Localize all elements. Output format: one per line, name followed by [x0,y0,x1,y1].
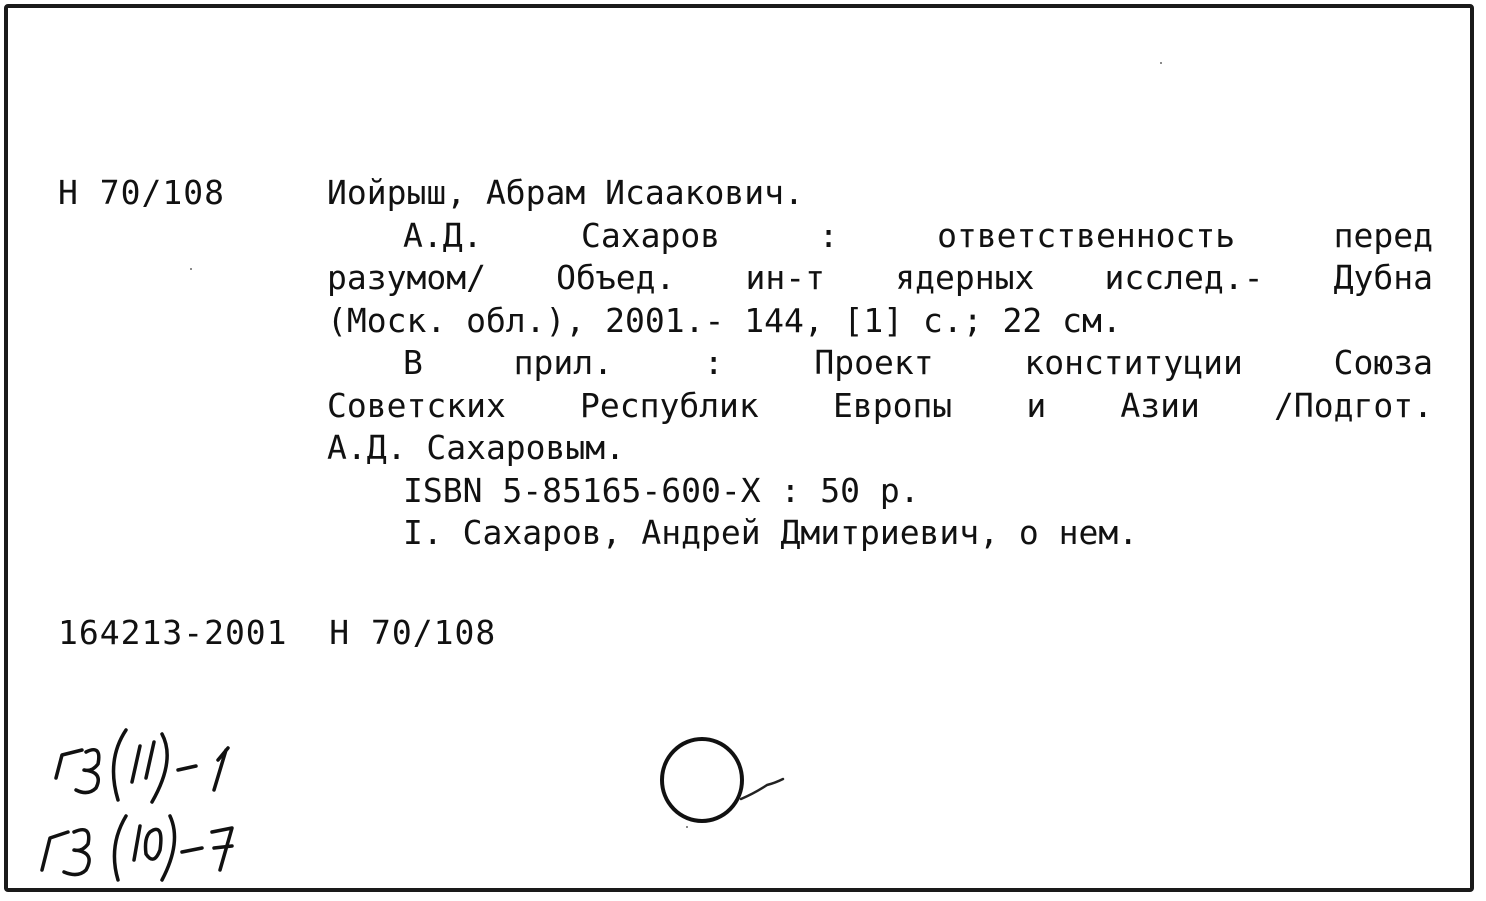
catalog-entry [327,172,1433,555]
scan-speck [190,268,192,270]
note-line-3: А.Д. Сахаровым. [327,428,626,467]
note-line-2: Советских Республик Европы и Азии /Подгот. [327,385,1433,425]
stamp-circle [655,735,795,825]
scan-speck [686,826,688,828]
title-line-2: разумом/ Объед. ин-т ядерных исслед.- Дубна [327,258,1433,297]
accession-number: 164213-2001 Н 70/108 [58,613,497,652]
isbn-line: ISBN 5-85165-600-X : 50 р. [403,470,920,510]
scan-speck [1160,62,1162,64]
shelfmark: Н 70/108 [58,173,225,212]
author-heading: Иойрыш, Абрам Исаакович. [327,173,804,212]
subject-line: I. Сахаров, Андрей Дмитриевич, о нем. [403,513,1139,552]
handwritten-notes [36,720,296,890]
title-line-3: (Моск. обл.), 2001.- 144, [1] с.; 22 см. [327,300,1122,340]
note-line-1: В прил. : Проект конституции Союза [403,343,1433,382]
title-line-1: А.Д. Сахаров : ответственность перед [403,215,1433,255]
